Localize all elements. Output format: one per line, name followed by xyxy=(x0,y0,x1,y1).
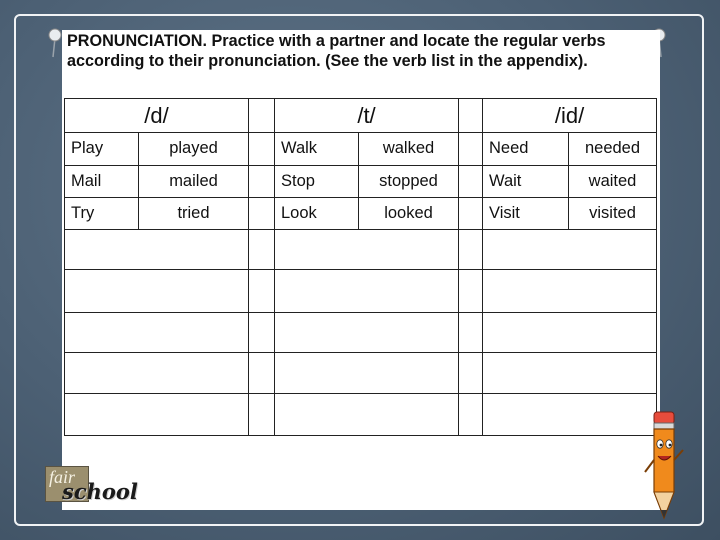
id-empty-cell xyxy=(483,270,657,312)
column-gap xyxy=(249,393,275,435)
column-gap xyxy=(459,197,483,229)
header-id: /id/ xyxy=(483,99,657,133)
column-gap xyxy=(459,133,483,165)
table-row xyxy=(65,312,657,352)
id-past-cell: visited xyxy=(569,197,657,229)
column-gap xyxy=(249,312,275,352)
worksheet xyxy=(62,30,660,510)
logo-school-text: school xyxy=(62,479,138,504)
id-base-cell: Wait xyxy=(483,165,569,197)
t-past-cell: stopped xyxy=(359,165,459,197)
d-base-cell: Try xyxy=(65,197,139,229)
table-row xyxy=(65,197,657,229)
d-past-cell: tried xyxy=(139,197,249,229)
d-empty-cell xyxy=(65,270,249,312)
table-row xyxy=(65,270,657,312)
column-gap xyxy=(249,165,275,197)
column-gap xyxy=(459,393,483,435)
d-past-cell: mailed xyxy=(139,165,249,197)
id-empty-cell xyxy=(483,353,657,393)
table-row xyxy=(65,353,657,393)
d-empty-cell xyxy=(65,353,249,393)
column-gap xyxy=(459,230,483,270)
instructions-text: PRONUNCIATION. Practice with a partner and locate the regular verbs according to their pronunciation. (See the verb list in the appendix). xyxy=(67,32,606,70)
column-gap xyxy=(459,312,483,352)
column-gap xyxy=(249,99,275,133)
id-empty-cell xyxy=(483,230,657,270)
pencil-mascot-icon xyxy=(640,410,688,522)
id-empty-cell xyxy=(483,393,657,435)
t-empty-cell xyxy=(275,312,459,352)
column-gap xyxy=(249,230,275,270)
d-base-cell: Play xyxy=(65,133,139,165)
fair-school-logo xyxy=(42,462,138,512)
logo-fair-text: fair xyxy=(49,467,76,487)
id-base-cell: Need xyxy=(483,133,569,165)
column-gap xyxy=(249,133,275,165)
d-empty-cell xyxy=(65,230,249,270)
header-row xyxy=(65,99,657,133)
t-empty-cell xyxy=(275,353,459,393)
id-past-cell: waited xyxy=(569,165,657,197)
t-empty-cell xyxy=(275,270,459,312)
t-empty-cell xyxy=(275,230,459,270)
d-base-cell: Mail xyxy=(65,165,139,197)
header-d: /d/ xyxy=(65,99,249,133)
column-gap xyxy=(459,270,483,312)
id-empty-cell xyxy=(483,312,657,352)
t-base-cell: Look xyxy=(275,197,359,229)
table-row xyxy=(65,230,657,270)
t-base-cell: Walk xyxy=(275,133,359,165)
column-gap xyxy=(249,270,275,312)
d-empty-cell xyxy=(65,312,249,352)
column-gap xyxy=(459,99,483,133)
t-base-cell: Stop xyxy=(275,165,359,197)
t-empty-cell xyxy=(275,393,459,435)
column-gap xyxy=(459,165,483,197)
table-row xyxy=(65,133,657,165)
id-past-cell: needed xyxy=(569,133,657,165)
verb-table xyxy=(64,98,657,436)
d-empty-cell xyxy=(65,393,249,435)
d-past-cell: played xyxy=(139,133,249,165)
t-past-cell: looked xyxy=(359,197,459,229)
column-gap xyxy=(249,197,275,229)
id-base-cell: Visit xyxy=(483,197,569,229)
t-past-cell: walked xyxy=(359,133,459,165)
table-row xyxy=(65,165,657,197)
table-row xyxy=(65,393,657,435)
pin-icon xyxy=(48,28,62,58)
column-gap xyxy=(249,353,275,393)
header-t: /t/ xyxy=(275,99,459,133)
column-gap xyxy=(459,353,483,393)
